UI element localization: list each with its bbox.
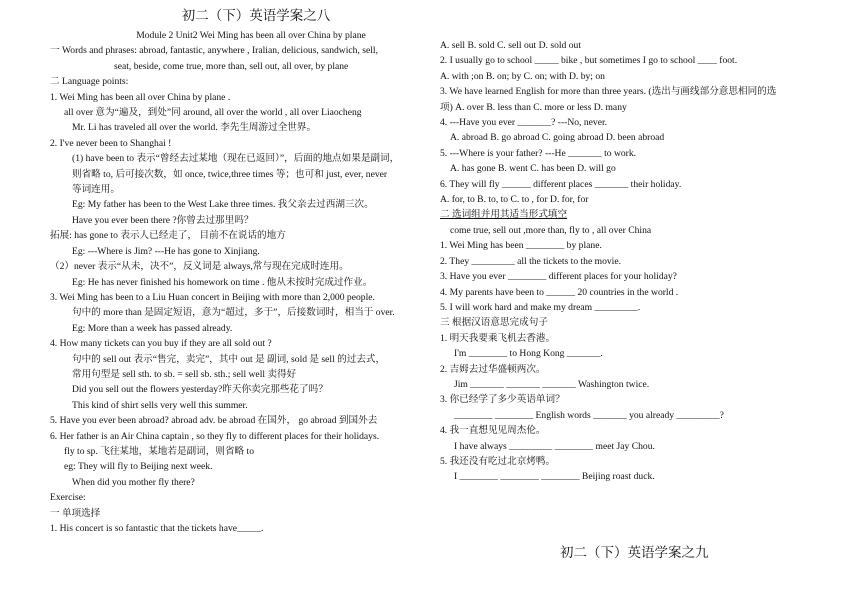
left-text-line: 3. Wei Ming has been to a Liu Huan concert in Beijing with more than 2,000 people. bbox=[50, 291, 375, 303]
left-text-line: When did you mother fly there? bbox=[72, 476, 195, 488]
right-text-line: A. sell B. sold C. sell out D. sold out bbox=[440, 40, 581, 51]
left-text-line: (1) have been to 表示“曾经去过某地（现在已返回）”，后面的地点如果是副词， bbox=[72, 153, 400, 165]
left-column bbox=[50, 6, 422, 536]
left-text-line: 2. I've never been to Shanghai ! bbox=[50, 137, 172, 149]
right-text-line: 2. 吉姆去过华盛顿两次。 bbox=[440, 363, 546, 375]
left-text-line: 二 Language points: bbox=[50, 76, 129, 88]
left-text-line: 5. Have you ever been abroad? abroad adv. be abroad 在国外， go abroad 到国外去 bbox=[50, 415, 378, 427]
left-text-line: Have you ever been there ?你曾去过那里吗？ bbox=[72, 214, 254, 226]
left-text-line: 一 Words and phrases: abroad, fantastic, anywhere , Iralian, delicious, sandwich, sell, bbox=[50, 45, 378, 57]
left-text-line: 句中的 sell out 表示“售完，卖完”，其中 out 是 副词, sold 是 sell 的过去式， bbox=[72, 353, 386, 365]
right-text-line: come true, sell out ,more than, fly to , all over China bbox=[450, 224, 652, 236]
right-text-line: I have always _________ ________ meet Jay Chou. bbox=[454, 440, 655, 452]
left-text-line: （2）never 表示“从未，决不”，反义词是 always,常与现在完成时连用。 bbox=[50, 261, 349, 273]
right-text-line: A. has gone B. went C. has been D. will go bbox=[450, 163, 616, 175]
left-text-line: 拓展: has gone to 表示人已经走了， 目前不在说话的地方 bbox=[50, 230, 286, 242]
right-text-line: 5. ---Where is your father? ---He _______ to work. bbox=[440, 147, 637, 159]
left-text-line: 4. How many tickets can you buy if they are all sold out ? bbox=[50, 338, 272, 350]
left-text-line: 6. Her father is an Air China captain , so they fly to different places for their holidays. bbox=[50, 430, 380, 442]
left-text-line: Eg: My father has been to the West Lake three times. 我父亲去过西湖三次。 bbox=[72, 199, 374, 211]
left-text-line: 句中的 more than 是固定短语，意为“超过，多于”，后接数词时，相当于 over. bbox=[72, 307, 395, 319]
left-text-line: Eg: More than a week has passed already. bbox=[72, 322, 233, 334]
right-text-line: ________ ________ English words _______ you already _________? bbox=[454, 409, 724, 421]
left-text-line: 1. Wei Ming has been all over China by plane . bbox=[50, 91, 231, 103]
right-text-line: A. for, to B. to, to C. to , for D. for, for bbox=[440, 194, 589, 206]
right-text-line: A. abroad B. go abroad C. going abroad D. been abroad bbox=[450, 132, 665, 144]
right-text-line: 4. My parents have been to ______ 20 countries in the world . bbox=[440, 286, 679, 298]
right-text-line: A. with ;on B. on; by C. on; with D. by; on bbox=[440, 70, 605, 82]
right-text-line: 项) A. over B. less than C. more or less D. many bbox=[440, 101, 627, 113]
right-text-line: 6. They will fly ______ different places _______ their holiday. bbox=[440, 178, 682, 190]
right-text-line: Jim _______ _______ _______ Washington twice. bbox=[454, 378, 650, 390]
left-text-line: Did you sell out the flowers yesterday?昨天你卖完那些花了吗？ bbox=[72, 384, 328, 396]
right-text-line: 3. 你已经学了多少英语单词？ bbox=[440, 394, 565, 406]
left-text-line: Exercise: bbox=[50, 492, 86, 504]
left-text-line: This kind of shirt sells very well this summer. bbox=[72, 399, 248, 411]
left-text-line: 等词连用。 bbox=[72, 184, 120, 196]
left-text-block bbox=[50, 43, 422, 536]
right-text-line: 二 选词组并用其适当形式填空 bbox=[440, 209, 568, 221]
right-text-line: 1. Wei Ming has been ________ by plane. bbox=[440, 240, 602, 252]
right-text-line: 4. ---Have you ever _______? ---No, never. bbox=[440, 117, 608, 129]
right-text-line: 三 根据汉语意思完成句子 bbox=[440, 317, 548, 329]
right-text-block bbox=[440, 38, 780, 485]
page-title: 初二（下）英语学案之八 bbox=[181, 8, 331, 23]
left-text-line: Eg: He has never finished his homework on time . 他从未按时完成过作业。 bbox=[72, 276, 373, 288]
right-text-line: 2. They _________ all the tickets to the movie. bbox=[440, 255, 622, 267]
left-text-line: fly to sp. 飞往某地，某地若是副词，则省略 to bbox=[64, 445, 255, 457]
right-text-line: I'm ________ to Hong Kong _______. bbox=[454, 348, 603, 360]
right-text-line: 3. We have learned English for more than three years. (选出与画线部分意思相同的选 bbox=[440, 86, 777, 98]
right-text-line: 2. I usually go to school _____ bike , but sometimes I go to school ____ foot. bbox=[440, 55, 738, 67]
left-text-line: 1. His concert is so fantastic that the tickets have_____. bbox=[50, 523, 264, 534]
right-text-line: 5. I will work hard and make my dream _________. bbox=[440, 301, 641, 313]
left-text-line: 则省略 to, 后可接次数，如 once, twice,three times 等；也可和 just, ever, never bbox=[72, 168, 388, 180]
left-text-line: Eg: ---Where is Jim? ---He has gone to Xinjiang. bbox=[72, 245, 260, 257]
right-text-line: I ________ ________ ________ Beijing roast duck. bbox=[454, 471, 655, 483]
right-text-line: 3. Have you ever ________ different places for your holiday? bbox=[440, 271, 677, 283]
right-text-line: 1. 明天我要乘飞机去香港。 bbox=[440, 332, 556, 344]
left-text-line: seat, beside, come true, more than, sell out, all over, by plane bbox=[114, 60, 349, 72]
left-text-line: Mr. Li has traveled all over the world. 李先生周游过全世界。 bbox=[72, 122, 317, 134]
left-text-line: all over 意为“遍及，到处”同 around, all over the world , all over Liaocheng bbox=[64, 107, 362, 119]
left-text-line: 常用句型是 sell sth. to sb. = sell sb. sth.; sell well 卖得好 bbox=[72, 368, 297, 380]
left-text-line: 一 单项选择 bbox=[50, 507, 101, 519]
right-text-line: 5. 我还没有吃过北京烤鸭。 bbox=[440, 455, 556, 467]
next-page-title: 初二（下）英语学案之九 bbox=[560, 545, 709, 560]
module-subtitle: Module 2 Unit2 Wei Ming has been all over China by plane bbox=[136, 30, 366, 41]
left-text-line: eg: They will fly to Beijing next week. bbox=[64, 461, 213, 473]
right-text-line: 4. 我一直想见见周杰伦。 bbox=[440, 425, 546, 437]
right-column bbox=[440, 38, 780, 485]
